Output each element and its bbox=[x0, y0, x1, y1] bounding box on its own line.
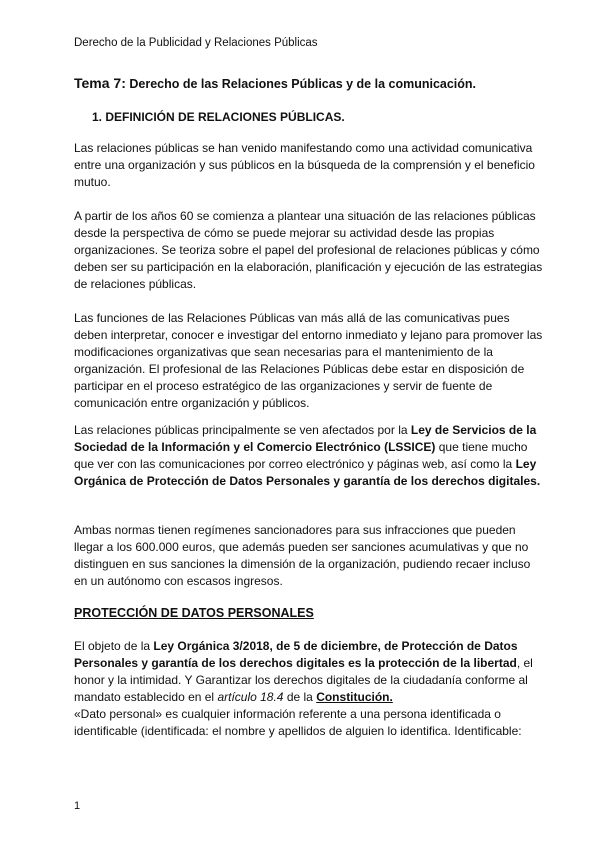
running-header: Derecho de la Publicidad y Relaciones Públicas bbox=[74, 37, 318, 49]
p6-text-e: de la bbox=[283, 690, 317, 704]
document-title bbox=[74, 75, 476, 91]
paragraph-7: «Dato personal» es cualquier información referente a una persona identificada o identificable (identificada: el nombre y apellidos de alguien lo identifica. Identificable: bbox=[74, 707, 522, 738]
paragraph-1: Las relaciones públicas se han venido manifestando como una actividad comunicativa entre una organización y sus públicos en la búsqueda de la comprensión y el beneficio mutuo. bbox=[74, 141, 535, 189]
constitution-ref: Constitución. bbox=[316, 690, 393, 704]
article-ref: artículo 18.4 bbox=[217, 690, 284, 704]
p6-text-a: El objeto de la bbox=[74, 639, 154, 653]
title-colon: : bbox=[121, 75, 126, 91]
p4-text-a: Las relaciones públicas principalmente se ven afectados por la bbox=[74, 423, 411, 437]
section-heading: 1. DEFINICIÓN DE RELACIONES PÚBLICAS. bbox=[92, 110, 345, 124]
p6-text-c: , el honor y la intimidad. Y Garantizar los derechos digitales de la ciudadanía conforme al mandato establecido en el bbox=[74, 656, 533, 704]
title-label: Tema 7 bbox=[74, 75, 122, 91]
lo-3-2018: Ley Orgánica 3/2018, de 5 de diciembre, de Protección de Datos Personales y garantía de los derechos digitales es la protección de la libertad bbox=[74, 639, 518, 670]
lopd-law: Ley Orgánica de Protección de Datos Personales y garantía de los derechos digitales. bbox=[74, 457, 541, 488]
lssice-law: Ley de Servicios de la Sociedad de la Información y el Comercio Electrónico (LSSICE) bbox=[74, 423, 537, 454]
p4-text-c: que tiene mucho que ver con las comunicaciones por correo electrónico y páginas web, así como la bbox=[74, 440, 528, 471]
paragraph-6 bbox=[74, 638, 544, 706]
paragraph-5: Ambas normas tienen regímenes sancionadores para sus infracciones que pueden llegar a los 600.000 euros, que además pueden ser sanciones acumulativas y que no distinguen en sus sanciones la dimensión de la organización, pudiendo recaer incluso en un autónomo con escasos ingresos. bbox=[74, 523, 531, 588]
paragraph-4 bbox=[74, 422, 544, 490]
paragraph-3: Las funciones de las Relaciones Públicas van más allá de las comunicativas pues deben interpretar, conocer e investigar del entorno inmediato y lejano para promover las modificaciones organizativas que sean necesarias para el mantenimiento de la organización. El profesional de las Relaciones Públicas debe estar en disposición de participar en el proceso estratégico de las organizaciones y servir de fuente de comunicación entre organización y públicos. bbox=[74, 311, 543, 410]
subheading-data-protection: PROTECCIÓN DE DATOS PERSONALES bbox=[74, 606, 314, 620]
page-number: 1 bbox=[74, 800, 81, 812]
title-text: Derecho de las Relaciones Públicas y de la comunicación. bbox=[125, 77, 477, 91]
paragraph-2: A partir de los años 60 se comienza a plantear una situación de las relaciones públicas desde la perspectiva de cómo se puede mejorar su actividad desde las propias organizaciones. Se teoriza sobre el papel del profesional de relaciones públicas y cómo deben ser su participación en la elaboración, planificación y ejecución de las estrategias de relaciones públicas. bbox=[74, 209, 543, 291]
